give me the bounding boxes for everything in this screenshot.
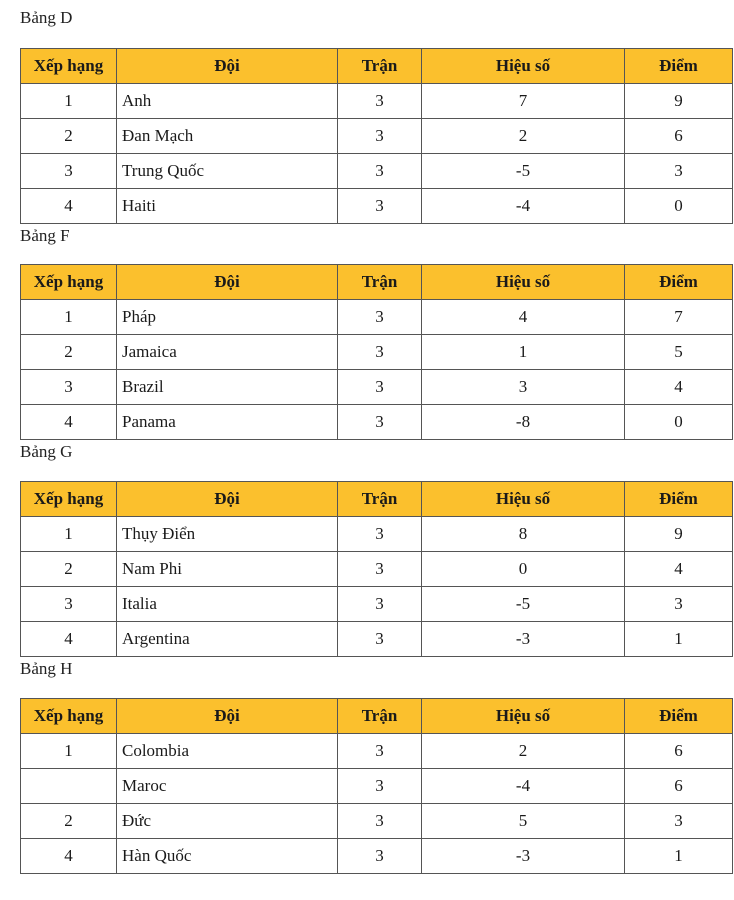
cell-points: 6	[625, 734, 733, 769]
header-rank: Xếp hạng	[21, 699, 117, 734]
table-row	[21, 517, 733, 552]
table-row	[21, 370, 733, 405]
cell-points: 4	[625, 552, 733, 587]
cell-team: Brazil	[117, 370, 338, 405]
cell-points: 4	[625, 370, 733, 405]
header-diff: Hiệu số	[422, 265, 625, 300]
cell-rank: 4	[21, 839, 117, 874]
table-row	[21, 769, 733, 804]
cell-team: Jamaica	[117, 335, 338, 370]
cell-played: 3	[338, 189, 422, 224]
cell-diff: -5	[422, 154, 625, 189]
cell-played: 3	[338, 839, 422, 874]
table-row	[21, 84, 733, 119]
cell-team: Italia	[117, 587, 338, 622]
cell-played: 3	[338, 405, 422, 440]
table-row	[21, 587, 733, 622]
table-row	[21, 552, 733, 587]
cell-points: 6	[625, 119, 733, 154]
header-diff: Hiệu số	[422, 49, 625, 84]
header-diff: Hiệu số	[422, 699, 625, 734]
cell-rank: 2	[21, 804, 117, 839]
cell-diff: 2	[422, 119, 625, 154]
header-points: Điểm	[625, 699, 733, 734]
header-team: Đội	[117, 265, 338, 300]
cell-diff: 2	[422, 734, 625, 769]
cell-played: 3	[338, 300, 422, 335]
cell-rank	[21, 769, 117, 804]
table-row	[21, 622, 733, 657]
cell-rank: 2	[21, 119, 117, 154]
header-rank: Xếp hạng	[21, 265, 117, 300]
cell-diff: 8	[422, 517, 625, 552]
table-row	[21, 189, 733, 224]
cell-points: 1	[625, 622, 733, 657]
cell-played: 3	[338, 769, 422, 804]
cell-rank: 4	[21, 189, 117, 224]
cell-diff: -5	[422, 587, 625, 622]
cell-points: 9	[625, 517, 733, 552]
cell-points: 0	[625, 189, 733, 224]
cell-team: Thụy Điển	[117, 517, 338, 552]
cell-points: 5	[625, 335, 733, 370]
cell-team: Đức	[117, 804, 338, 839]
cell-rank: 3	[21, 370, 117, 405]
cell-points: 3	[625, 154, 733, 189]
cell-rank: 1	[21, 517, 117, 552]
cell-played: 3	[338, 517, 422, 552]
cell-team: Đan Mạch	[117, 119, 338, 154]
header-played: Trận	[338, 699, 422, 734]
table-row	[21, 804, 733, 839]
cell-rank: 1	[21, 84, 117, 119]
cell-team: Haiti	[117, 189, 338, 224]
standings-table-group-h	[20, 698, 733, 874]
table-header-row	[21, 482, 733, 517]
cell-diff: 3	[422, 370, 625, 405]
cell-played: 3	[338, 154, 422, 189]
cell-points: 7	[625, 300, 733, 335]
cell-played: 3	[338, 622, 422, 657]
table-row	[21, 839, 733, 874]
cell-team: Maroc	[117, 769, 338, 804]
header-played: Trận	[338, 482, 422, 517]
cell-rank: 1	[21, 734, 117, 769]
header-points: Điểm	[625, 265, 733, 300]
cell-points: 0	[625, 405, 733, 440]
cell-team: Panama	[117, 405, 338, 440]
table-row	[21, 734, 733, 769]
cell-team: Hàn Quốc	[117, 839, 338, 874]
cell-rank: 2	[21, 552, 117, 587]
group-title: Bảng F	[20, 226, 70, 245]
header-diff: Hiệu số	[422, 482, 625, 517]
cell-diff: -4	[422, 189, 625, 224]
cell-rank: 4	[21, 405, 117, 440]
group-title: Bảng D	[20, 8, 73, 27]
group-title: Bảng H	[20, 659, 73, 678]
standings-table-group-f	[20, 264, 733, 440]
cell-played: 3	[338, 335, 422, 370]
cell-diff: 4	[422, 300, 625, 335]
cell-points: 9	[625, 84, 733, 119]
cell-team: Nam Phi	[117, 552, 338, 587]
standings-table-group-g	[20, 481, 733, 657]
cell-diff: -3	[422, 622, 625, 657]
cell-diff: -4	[422, 769, 625, 804]
table-header-row	[21, 49, 733, 84]
cell-diff: -3	[422, 839, 625, 874]
cell-played: 3	[338, 370, 422, 405]
cell-played: 3	[338, 84, 422, 119]
table-header-row	[21, 699, 733, 734]
header-rank: Xếp hạng	[21, 49, 117, 84]
cell-diff: 5	[422, 804, 625, 839]
header-team: Đội	[117, 49, 338, 84]
cell-points: 1	[625, 839, 733, 874]
header-rank: Xếp hạng	[21, 482, 117, 517]
standings-table-group-d	[20, 48, 733, 224]
cell-played: 3	[338, 552, 422, 587]
cell-played: 3	[338, 587, 422, 622]
cell-diff: 1	[422, 335, 625, 370]
header-team: Đội	[117, 482, 338, 517]
cell-diff: 0	[422, 552, 625, 587]
cell-points: 3	[625, 587, 733, 622]
header-points: Điểm	[625, 49, 733, 84]
cell-rank: 3	[21, 587, 117, 622]
cell-rank: 1	[21, 300, 117, 335]
table-row	[21, 119, 733, 154]
cell-team: Colombia	[117, 734, 338, 769]
cell-played: 3	[338, 804, 422, 839]
table-row	[21, 300, 733, 335]
cell-played: 3	[338, 734, 422, 769]
cell-diff: 7	[422, 84, 625, 119]
table-row	[21, 405, 733, 440]
table-row	[21, 335, 733, 370]
header-team: Đội	[117, 699, 338, 734]
cell-diff: -8	[422, 405, 625, 440]
cell-team: Argentina	[117, 622, 338, 657]
cell-team: Pháp	[117, 300, 338, 335]
cell-team: Trung Quốc	[117, 154, 338, 189]
group-title: Bảng G	[20, 442, 73, 461]
header-played: Trận	[338, 49, 422, 84]
cell-rank: 4	[21, 622, 117, 657]
cell-rank: 2	[21, 335, 117, 370]
cell-points: 6	[625, 769, 733, 804]
table-row	[21, 154, 733, 189]
cell-played: 3	[338, 119, 422, 154]
header-played: Trận	[338, 265, 422, 300]
cell-rank: 3	[21, 154, 117, 189]
table-header-row	[21, 265, 733, 300]
cell-points: 3	[625, 804, 733, 839]
header-points: Điểm	[625, 482, 733, 517]
cell-team: Anh	[117, 84, 338, 119]
